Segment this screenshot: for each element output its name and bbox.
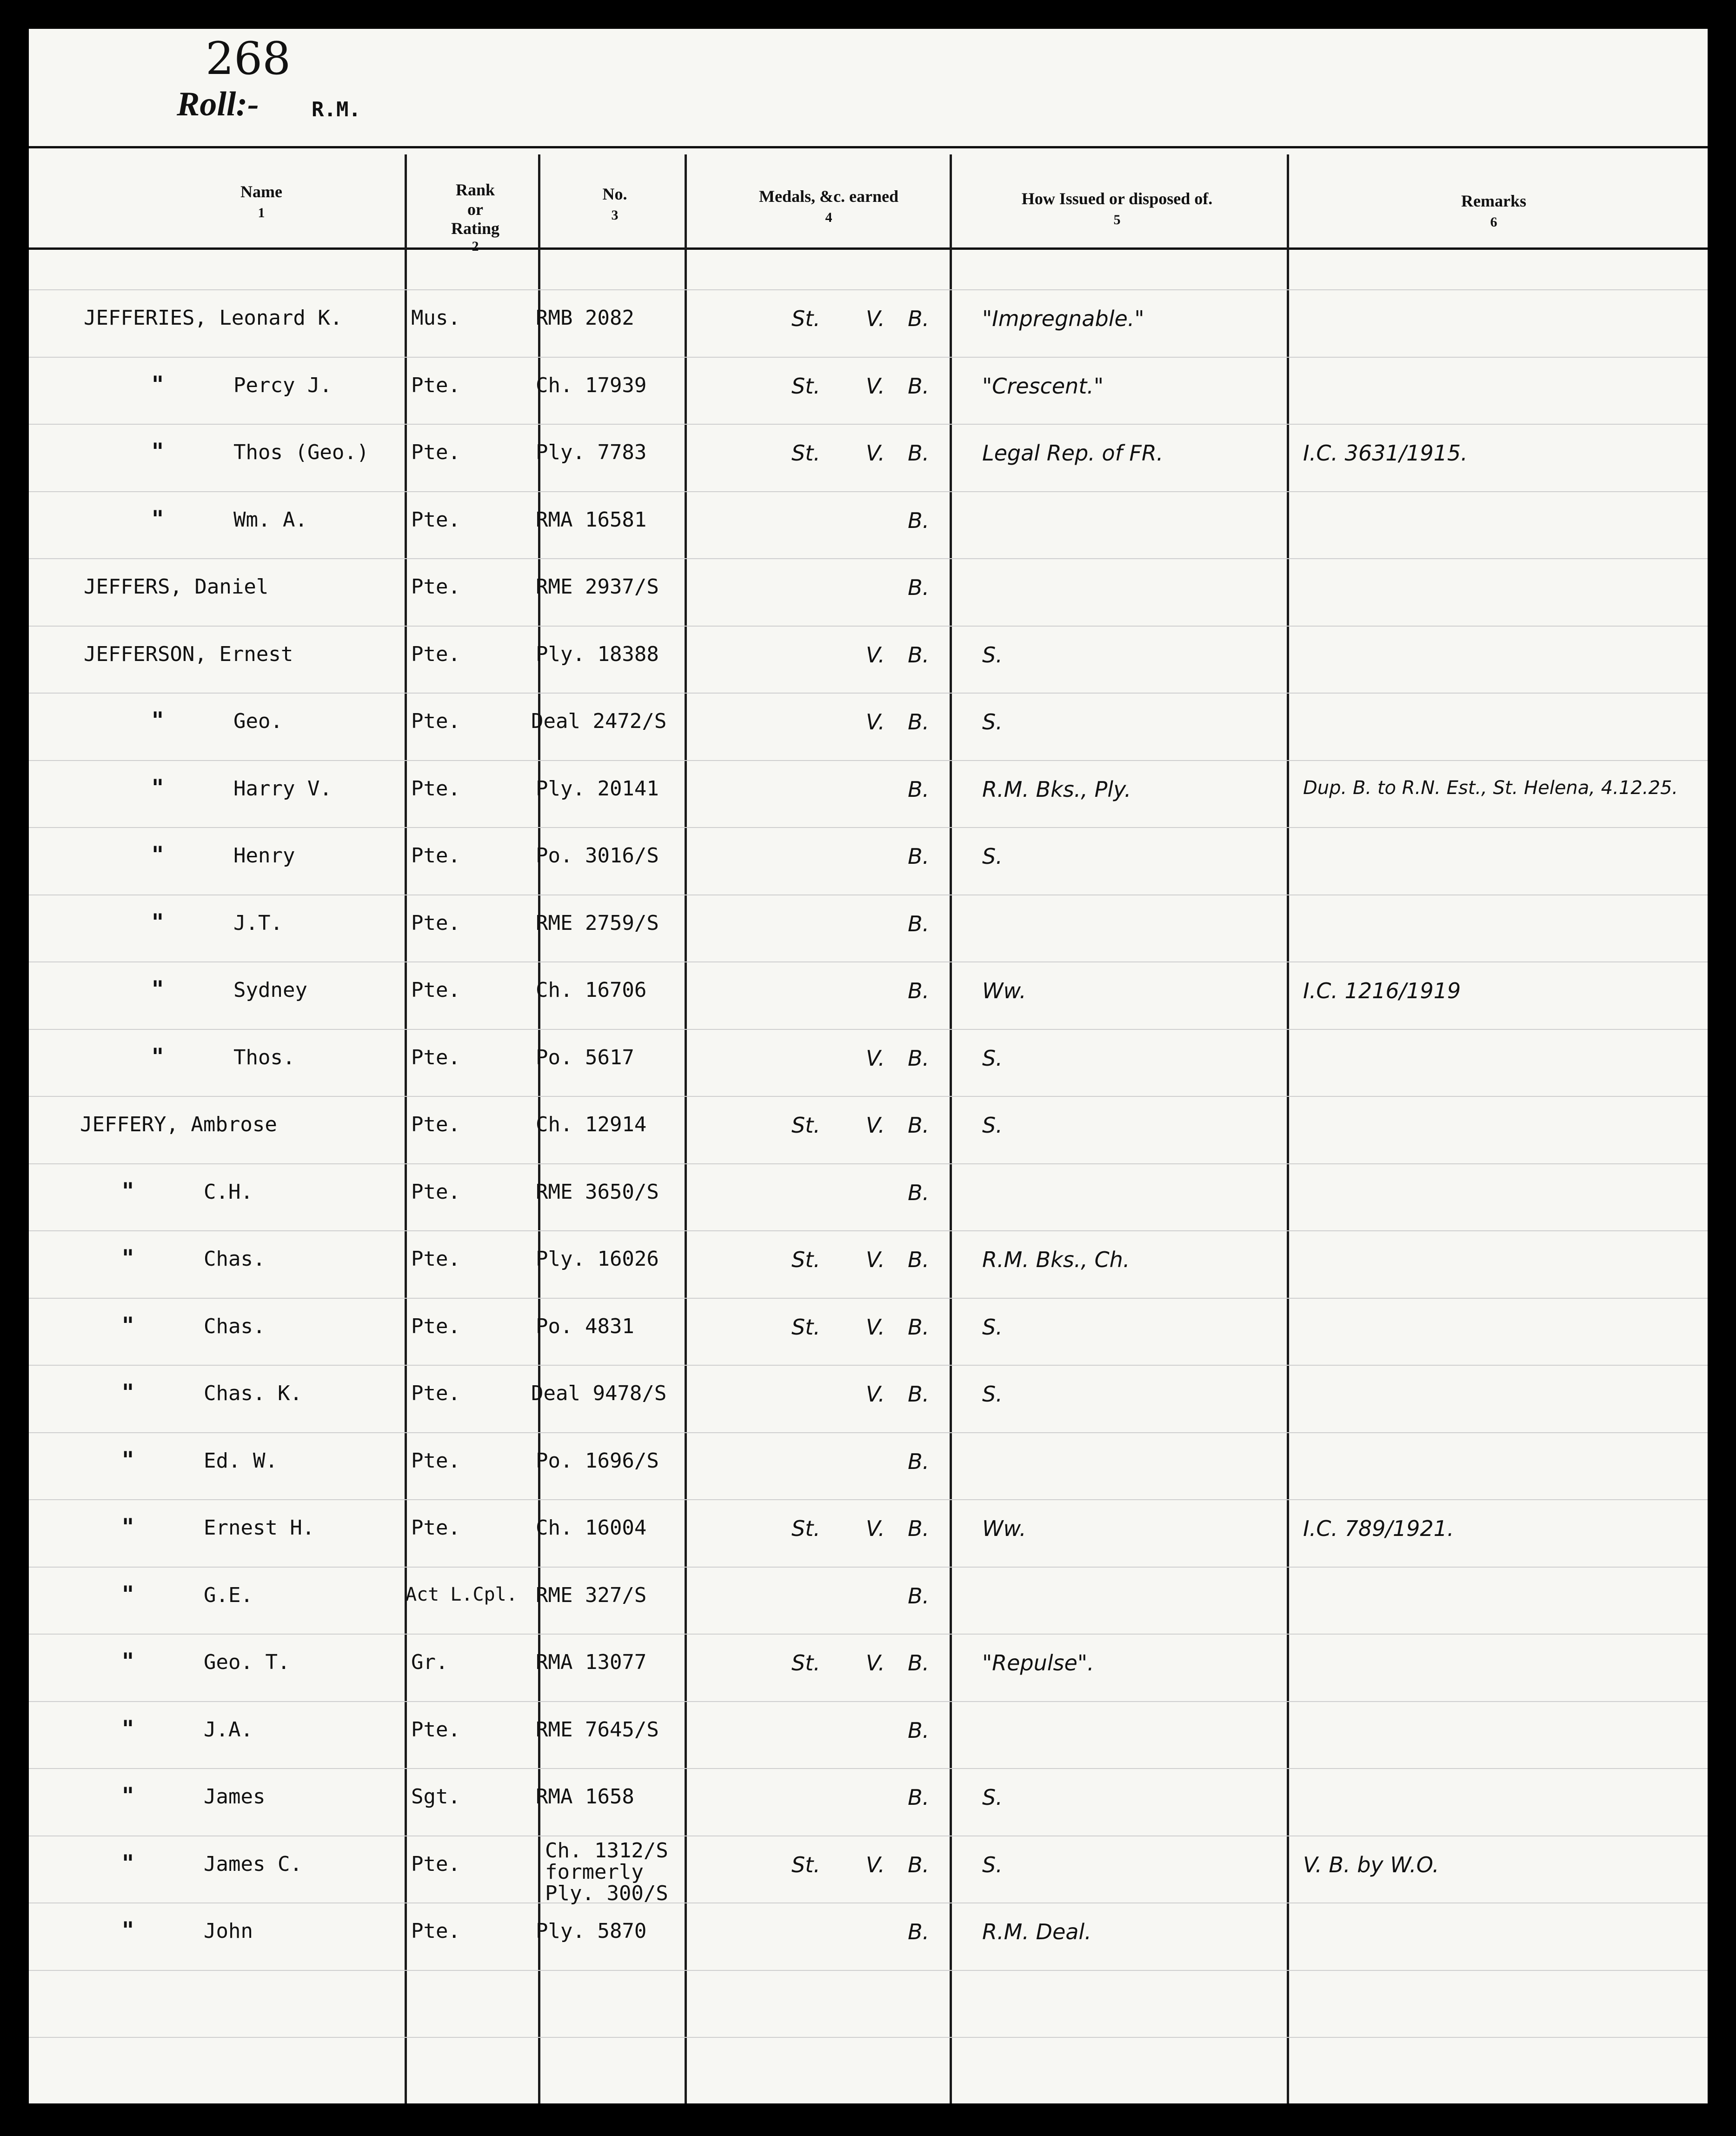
table-row bbox=[29, 1244, 1708, 1316]
cell-no: Ch. 17939 bbox=[536, 373, 647, 397]
cell-ditto: " bbox=[122, 1580, 134, 1608]
cell-no: Ch. 12914 bbox=[536, 1113, 647, 1136]
header-medals bbox=[736, 187, 922, 226]
header-medals-label: Medals, &c. earned bbox=[759, 187, 898, 206]
cell-ditto: " bbox=[122, 1715, 134, 1742]
header-name bbox=[215, 182, 308, 221]
cell-rank: Pte. bbox=[411, 1919, 460, 1943]
cell-name: Henry bbox=[233, 844, 295, 868]
cell-rank: Pte. bbox=[411, 1113, 460, 1136]
cell-remarks: I.C. 3631/1915. bbox=[1303, 441, 1468, 466]
cell-b: B. bbox=[908, 441, 930, 466]
cell-no: Ch. 16004 bbox=[536, 1516, 647, 1540]
cell-name: Geo. T. bbox=[204, 1650, 290, 1674]
cell-no: Ply. 20141 bbox=[536, 776, 659, 801]
cell-issued: S. bbox=[982, 709, 1003, 734]
cell-rank: Pte. bbox=[411, 642, 460, 666]
header-no bbox=[587, 185, 643, 224]
ruled-line bbox=[29, 2037, 1708, 2038]
cell-b: B. bbox=[908, 978, 930, 1003]
cell-name: James bbox=[204, 1785, 266, 1809]
table-row bbox=[29, 505, 1708, 577]
cell-issued: S. bbox=[982, 1785, 1003, 1810]
cell-b: B. bbox=[908, 642, 930, 668]
cell-ditto: " bbox=[152, 975, 164, 1003]
table-row bbox=[29, 707, 1708, 778]
cell-issued: Ww. bbox=[982, 1516, 1026, 1541]
cell-b: B. bbox=[908, 1919, 930, 1944]
cell-b: B. bbox=[908, 1448, 930, 1474]
cell-b: B. bbox=[908, 1247, 930, 1272]
header-medals-number: 4 bbox=[825, 210, 832, 226]
table-row bbox=[29, 1311, 1708, 1383]
cell-rank: Pte. bbox=[411, 911, 460, 935]
cell-v: V. bbox=[866, 306, 885, 331]
cell-no: Ply. 16026 bbox=[536, 1247, 659, 1271]
table-row bbox=[29, 908, 1708, 980]
cell-rank: Pte. bbox=[411, 1247, 460, 1271]
cell-name: JEFFERY, Ambrose bbox=[80, 1113, 277, 1136]
table-row bbox=[29, 438, 1708, 509]
cell-rank: Pte. bbox=[411, 1852, 460, 1876]
cell-issued: S. bbox=[982, 1113, 1003, 1138]
cell-issued: S. bbox=[982, 1382, 1003, 1407]
cell-b: B. bbox=[908, 1583, 930, 1609]
cell-ditto: " bbox=[152, 841, 164, 868]
cell-name: Chas. bbox=[204, 1314, 266, 1338]
header-name-number: 1 bbox=[258, 205, 265, 221]
table-row bbox=[29, 644, 1708, 711]
cell-name: Percy J. bbox=[233, 373, 332, 397]
cell-no: RME 7645/S bbox=[536, 1717, 659, 1742]
cell-st: St. bbox=[792, 373, 820, 399]
header-issued-number: 5 bbox=[1113, 212, 1121, 228]
cell-no: Ch. 1312/S formerly Ply. 300/S bbox=[545, 1838, 668, 1905]
cell-no: RMB 2082 bbox=[536, 306, 634, 330]
cell-name: Ed. W. bbox=[204, 1448, 278, 1473]
cell-ditto: " bbox=[122, 1782, 134, 1809]
cell-rank: Pte. bbox=[411, 709, 460, 733]
cell-ditto: " bbox=[152, 707, 164, 734]
cell-ditto: " bbox=[122, 1379, 134, 1406]
table-row bbox=[29, 577, 1708, 644]
cell-name: JEFFERIES, Leonard K. bbox=[84, 306, 343, 330]
cell-no: Po. 4831 bbox=[536, 1314, 634, 1338]
cell-st: St. bbox=[792, 1650, 820, 1675]
cell-v: V. bbox=[866, 1045, 885, 1071]
cell-remarks: Dup. B. to R.N. Est., St. Helena, 4.12.25. bbox=[1303, 777, 1678, 799]
cell-ditto: " bbox=[122, 1244, 134, 1272]
cell-no: RME 2759/S bbox=[536, 911, 659, 935]
cell-no: Ply. 7783 bbox=[536, 441, 647, 464]
cell-b: B. bbox=[908, 373, 930, 399]
cell-ditto: " bbox=[152, 438, 164, 465]
cell-name: J.T. bbox=[233, 911, 283, 935]
roll-number: 268 bbox=[206, 33, 291, 85]
cell-b: B. bbox=[908, 776, 930, 802]
cell-name: Chas. bbox=[204, 1247, 266, 1271]
cell-name: G.E. bbox=[204, 1583, 253, 1607]
cell-ditto: " bbox=[122, 1916, 134, 1944]
cell-st: St. bbox=[792, 441, 820, 466]
cell-rank: Pte. bbox=[411, 1382, 460, 1405]
cell-ditto: " bbox=[152, 370, 164, 398]
cell-v: V. bbox=[866, 1382, 885, 1407]
cell-remarks: V. B. by W.O. bbox=[1303, 1852, 1439, 1877]
cell-issued: "Crescent." bbox=[982, 373, 1104, 399]
cell-ditto: " bbox=[122, 1648, 134, 1675]
cell-name: Wm. A. bbox=[233, 507, 307, 532]
cell-issued: S. bbox=[982, 844, 1003, 869]
cell-no: RMA 1658 bbox=[536, 1785, 634, 1809]
cell-rank: Pte. bbox=[411, 776, 460, 801]
header-no-label: No. bbox=[602, 185, 627, 203]
cell-issued: Ww. bbox=[982, 978, 1026, 1003]
cell-name: Chas. K. bbox=[204, 1382, 302, 1405]
cell-issued: "Impregnable." bbox=[982, 306, 1144, 331]
cell-rank: Pte. bbox=[411, 373, 460, 397]
header-issued bbox=[996, 189, 1238, 228]
roll-label: Roll:- bbox=[177, 85, 259, 123]
cell-b: B. bbox=[908, 575, 930, 600]
table-row bbox=[29, 370, 1708, 442]
cell-name: JEFFERS, Daniel bbox=[84, 575, 269, 599]
table-row bbox=[29, 1446, 1708, 1518]
cell-rank: Pte. bbox=[411, 1717, 460, 1742]
cell-name: Thos. bbox=[233, 1045, 295, 1069]
cell-st: St. bbox=[792, 1247, 820, 1272]
cell-name: Geo. bbox=[233, 709, 283, 733]
cell-issued: Legal Rep. of FR. bbox=[982, 441, 1164, 466]
cell-v: V. bbox=[866, 642, 885, 668]
cell-remarks: I.C. 789/1921. bbox=[1303, 1516, 1454, 1541]
header-remarks bbox=[1424, 192, 1563, 231]
cell-issued: S. bbox=[982, 1045, 1003, 1071]
cell-no: Ply. 5870 bbox=[536, 1919, 647, 1943]
cell-name: J.A. bbox=[204, 1717, 253, 1742]
cell-ditto: " bbox=[152, 774, 164, 801]
cell-v: V. bbox=[866, 1516, 885, 1541]
cell-st: St. bbox=[792, 1516, 820, 1541]
cell-rank: Pte. bbox=[411, 844, 460, 868]
table-row bbox=[29, 1648, 1708, 1719]
cell-b: B. bbox=[908, 306, 930, 331]
cell-no: Deal 9478/S bbox=[531, 1382, 667, 1405]
cell-rank: Gr. bbox=[411, 1650, 448, 1674]
cell-v: V. bbox=[866, 441, 885, 466]
cell-issued: S. bbox=[982, 1314, 1003, 1340]
cell-st: St. bbox=[792, 306, 820, 331]
cell-issued: S. bbox=[982, 1852, 1003, 1877]
cell-rank: Pte. bbox=[411, 978, 460, 1002]
cell-v: V. bbox=[866, 1650, 885, 1675]
table-row bbox=[29, 975, 1708, 1047]
table-row bbox=[29, 841, 1708, 913]
cell-name: James C. bbox=[204, 1852, 302, 1876]
cell-b: B. bbox=[908, 1516, 930, 1541]
cell-rank: Act L.Cpl. bbox=[406, 1583, 518, 1605]
header-rank bbox=[438, 161, 512, 274]
cell-b: B. bbox=[908, 1650, 930, 1675]
table-row bbox=[29, 1379, 1708, 1450]
table-row bbox=[29, 1916, 1708, 1988]
cell-ditto: " bbox=[152, 908, 164, 936]
cell-rank: Pte. bbox=[411, 1448, 460, 1473]
cell-v: V. bbox=[866, 709, 885, 734]
cell-no: RME 3650/S bbox=[536, 1180, 659, 1204]
cell-name: Sydney bbox=[233, 978, 307, 1002]
table-row bbox=[29, 1782, 1708, 1854]
cell-no: RME 327/S bbox=[536, 1583, 647, 1607]
cell-b: B. bbox=[908, 1113, 930, 1138]
cell-no: RMA 13077 bbox=[536, 1650, 647, 1674]
table-row bbox=[29, 308, 1708, 375]
cell-ditto: " bbox=[122, 1177, 134, 1205]
cell-issued: S. bbox=[982, 642, 1003, 668]
cell-rank: Pte. bbox=[411, 1180, 460, 1204]
cell-b: B. bbox=[908, 709, 930, 734]
cell-ditto: " bbox=[122, 1311, 134, 1339]
cell-no: Deal 2472/S bbox=[531, 709, 667, 733]
table-row bbox=[29, 1513, 1708, 1585]
cell-name: Harry V. bbox=[233, 776, 332, 801]
top-border bbox=[29, 146, 1708, 148]
cell-no: Po. 1696/S bbox=[536, 1448, 659, 1473]
header-remarks-number: 6 bbox=[1490, 214, 1497, 230]
header-rank-number: 2 bbox=[472, 238, 479, 254]
cell-ditto: " bbox=[122, 1446, 134, 1474]
table-row bbox=[29, 1177, 1708, 1249]
cell-no: RMA 16581 bbox=[536, 507, 647, 532]
cell-issued: R.M. Bks., Ch. bbox=[982, 1247, 1130, 1272]
cell-name: Thos (Geo.) bbox=[233, 441, 369, 464]
header-rank-label: Rank or Rating bbox=[451, 180, 499, 238]
cell-b: B. bbox=[908, 507, 930, 533]
cell-b: B. bbox=[908, 1382, 930, 1407]
table-row bbox=[29, 1715, 1708, 1787]
cell-ditto: " bbox=[122, 1849, 134, 1877]
cell-rank: Mus. bbox=[411, 306, 460, 330]
header-remarks-label: Remarks bbox=[1461, 192, 1526, 210]
cell-st: St. bbox=[792, 1113, 820, 1138]
header-name-label: Name bbox=[240, 182, 282, 201]
cell-ditto: " bbox=[122, 1513, 134, 1541]
cell-st: St. bbox=[792, 1314, 820, 1340]
cell-ditto: " bbox=[152, 1042, 164, 1070]
cell-v: V. bbox=[866, 1113, 885, 1138]
cell-name: C.H. bbox=[204, 1180, 253, 1204]
cell-name: JEFFERSON, Ernest bbox=[84, 642, 293, 666]
cell-v: V. bbox=[866, 1852, 885, 1877]
cell-rank: Sgt. bbox=[411, 1785, 460, 1809]
cell-rank: Pte. bbox=[411, 507, 460, 532]
cell-name: John bbox=[204, 1919, 253, 1943]
cell-name: Ernest H. bbox=[204, 1516, 315, 1540]
cell-issued: "Repulse". bbox=[982, 1650, 1094, 1675]
cell-b: B. bbox=[908, 911, 930, 936]
cell-no: Po. 5617 bbox=[536, 1045, 634, 1069]
cell-ditto: " bbox=[152, 505, 164, 533]
record-sheet bbox=[29, 29, 1708, 2103]
cell-no: Ply. 18388 bbox=[536, 642, 659, 666]
cell-b: B. bbox=[908, 1717, 930, 1743]
header-no-number: 3 bbox=[611, 207, 619, 223]
cell-no: Po. 3016/S bbox=[536, 844, 659, 868]
cell-no: Ch. 16706 bbox=[536, 978, 647, 1002]
cell-no: RME 2937/S bbox=[536, 575, 659, 599]
header-issued-label: How Issued or disposed of. bbox=[1021, 189, 1213, 208]
cell-b: B. bbox=[908, 1785, 930, 1810]
cell-issued: R.M. Bks., Ply. bbox=[982, 776, 1131, 802]
cell-rank: Pte. bbox=[411, 1516, 460, 1540]
ruled-line bbox=[29, 289, 1708, 290]
cell-b: B. bbox=[908, 844, 930, 869]
header-bottom-border bbox=[29, 247, 1708, 250]
cell-rank: Pte. bbox=[411, 441, 460, 464]
cell-b: B. bbox=[908, 1852, 930, 1877]
roll-unit: R.M. bbox=[312, 98, 361, 121]
cell-remarks: I.C. 1216/1919 bbox=[1303, 978, 1461, 1003]
cell-rank: Pte. bbox=[411, 575, 460, 599]
cell-v: V. bbox=[866, 1247, 885, 1272]
cell-b: B. bbox=[908, 1180, 930, 1205]
cell-rank: Pte. bbox=[411, 1314, 460, 1338]
cell-b: B. bbox=[908, 1314, 930, 1340]
cell-st: St. bbox=[792, 1852, 820, 1877]
cell-issued: R.M. Deal. bbox=[982, 1919, 1091, 1944]
cell-v: V. bbox=[866, 373, 885, 399]
table-row bbox=[29, 1042, 1708, 1115]
cell-b: B. bbox=[908, 1045, 930, 1071]
table-row bbox=[29, 1115, 1708, 1181]
table-row bbox=[29, 1838, 1708, 1921]
cell-v: V. bbox=[866, 1314, 885, 1340]
table-row bbox=[29, 1580, 1708, 1652]
cell-rank: Pte. bbox=[411, 1045, 460, 1069]
table-row bbox=[29, 774, 1708, 846]
